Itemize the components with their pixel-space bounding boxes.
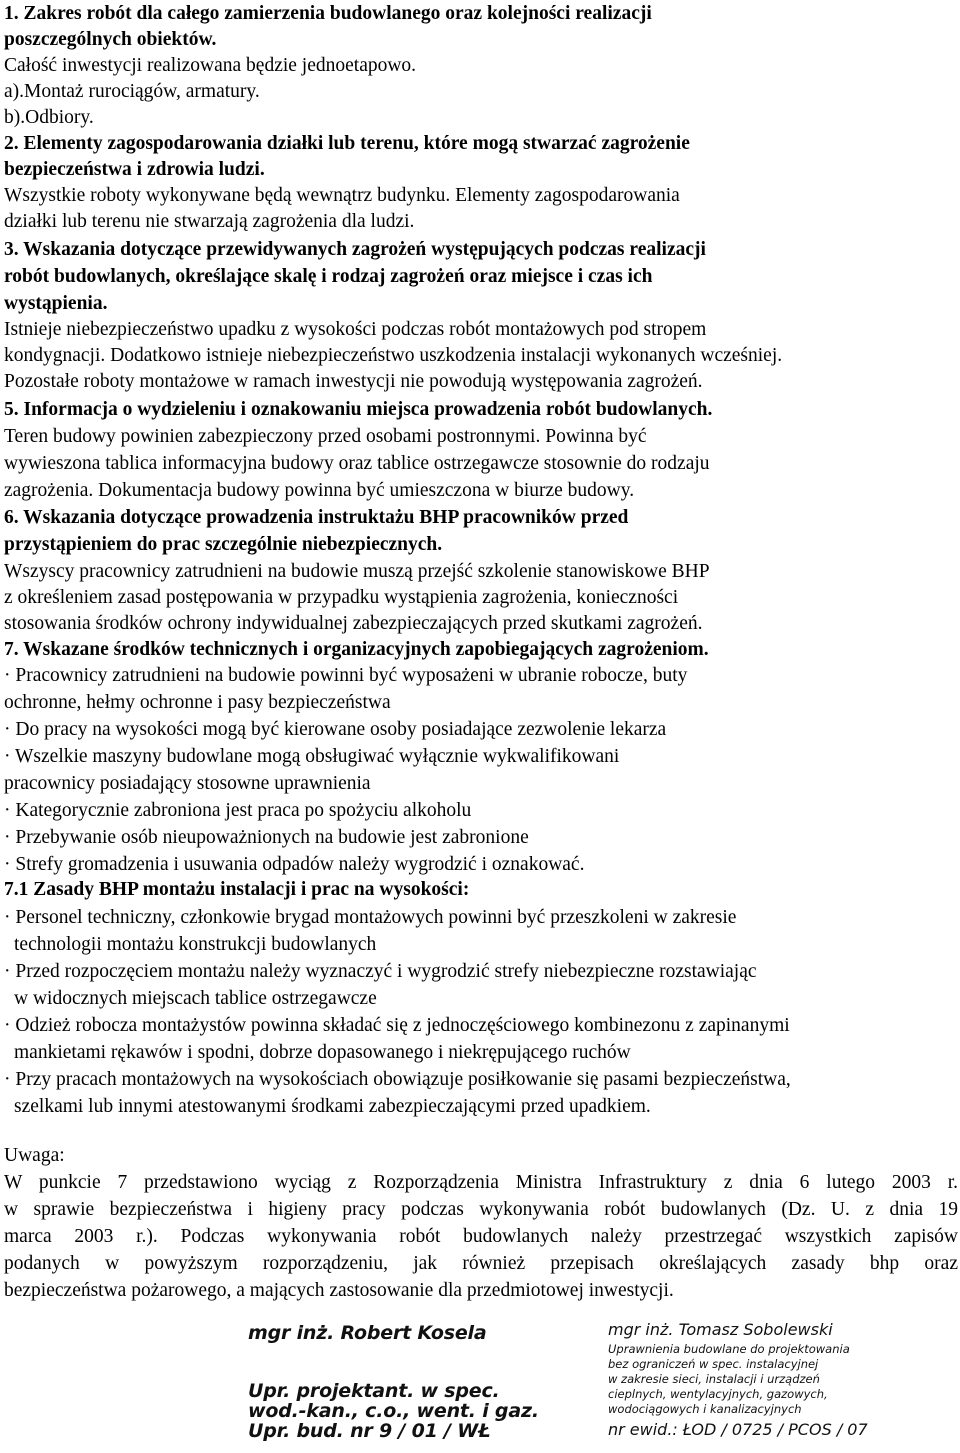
section3-heading-line1: 3. Wskazania dotyczące przewidywanych zagrożeń występujących podczas realizacji — [4, 239, 706, 260]
stamp-right-line3: bez ograniczeń w spec. instalacyjnej — [608, 1357, 819, 1371]
section71-bullet2-line2: w widocznych miejscach tablice ostrzegawcze — [14, 988, 377, 1009]
section71-bullet1-line2: technologii montażu konstrukcji budowlanych — [14, 934, 377, 955]
section7-bullet3-line2: pracownicy posiadający stosowne uprawnienia — [4, 773, 371, 794]
section7-heading: 7. Wskazane środków technicznych i organizacyjnych zapobiegających zagrożeniom. — [4, 639, 709, 660]
stamp-right-line7: nr ewid.: ŁOD / 0725 / PCOS / 07 — [608, 1420, 868, 1439]
section1-text-line1: Całość inwestycji realizowana będzie jednoetapowo. — [4, 55, 417, 76]
section5-heading: 5. Informacja o wydzieleniu i oznakowaniu miejsca prowadzenia robót budowlanych. — [4, 399, 713, 420]
note-line3: marca 2003 r.). Podczas wykonywania robót budowlanych należy przestrzegać wszystkich zapisów — [4, 1226, 958, 1247]
section3-text-line2: kondygnacji. Dodatkowo istnieje niebezpieczeństwo uszkodzenia instalacji wykonanych wcześniej. — [4, 345, 783, 366]
note-line2: w sprawie bezpieczeństwa i higieny pracy podczas wykonywania robót budowlanych (Dz. U. z dnia 19 — [4, 1199, 958, 1220]
stamp-left-line2: Upr. projektant. w spec. — [248, 1380, 500, 1402]
section71-bullet3-line2: mankietami rękawów i spodni, dobrze dopasowanego i niekrępującego ruchów — [14, 1042, 631, 1063]
section71-bullet2-line1: · Przed rozpoczęciem montażu należy wyznaczyć i wygrodzić strefy niebezpieczne rozstawiając — [4, 961, 757, 982]
section7-bullet4: · Kategorycznie zabroniona jest praca po spożyciu alkoholu — [4, 800, 472, 821]
section5-text-line2: wywieszona tablica informacyjna budowy oraz tablice ostrzegawcze stosownie do rodzaju — [4, 453, 710, 474]
signature-stamp-right — [608, 1320, 898, 1453]
section1-heading-line2: poszczególnych obiektów. — [4, 29, 217, 50]
section7-bullet1-line1: · Pracownicy zatrudnieni na budowie powinni być wyposażeni w ubranie robocze, buty — [4, 665, 688, 686]
note-line5: bezpieczeństwa pożarowego, a mających zastosowanie dla przedmiotowej inwestycji. — [4, 1280, 674, 1301]
section6-text-line2: z określeniem zasad postępowania w przypadku wystąpienia zagrożenia, konieczności — [4, 587, 679, 608]
section7-bullet1-line2: ochronne, hełmy ochronne i pasy bezpieczeństwa — [4, 692, 391, 713]
section3-text-line3: Pozostałe roboty montażowe w ramach inwestycji nie powodują występowania zagrożeń. — [4, 371, 703, 392]
section6-heading-line1: 6. Wskazania dotyczące prowadzenia instruktażu BHP pracowników przed — [4, 507, 629, 528]
section6-heading-line2: przystąpieniem do prac szczególnie niebezpiecznych. — [4, 534, 443, 555]
section5-text-line3: zagrożenia. Dokumentacja budowy powinna być umieszczona w biurze budowy. — [4, 480, 635, 501]
section3-heading-line2: robót budowlanych, określające skalę i rodzaj zagrożeń oraz miejsce i czas ich — [4, 266, 653, 287]
section2-text-line1: Wszystkie roboty wykonywane będą wewnątrz budynku. Elementy zagospodarowania — [4, 185, 680, 206]
section2-heading-line2: bezpieczeństwa i zdrowia ludzi. — [4, 159, 265, 180]
stamp-left-line3: wod.-kan., c.o., went. i gaz. — [248, 1400, 539, 1422]
section7-bullet5: · Przebywanie osób nieupoważnionych na budowie jest zabronione — [4, 827, 529, 848]
section71-bullet1-line1: · Personel techniczny, członkowie brygad montażowych powinni być przeszkoleni w zakresie — [4, 907, 737, 928]
section7-bullet6: · Strefy gromadzenia i usuwania odpadów należy wygrodzić i oznakować. — [4, 854, 585, 875]
signature-stamp-left — [248, 1322, 539, 1452]
section5-text-line1: Teren budowy powinien zabezpieczony przed osobami postronnymi. Powinna być — [4, 426, 647, 447]
stamp-right-name: mgr inż. Tomasz Sobolewski — [608, 1320, 833, 1339]
section71-bullet3-line1: · Odzież robocza montażystów powinna składać się z jednoczęściowego kombinezonu z zapinanymi — [4, 1015, 790, 1036]
section2-heading-line1: 2. Elementy zagospodarowania działki lub terenu, które mogą stwarzać zagrożenie — [4, 133, 690, 154]
section3-text-line1: Istnieje niebezpieczeństwo upadku z wysokości podczas robót montażowych pod stropem — [4, 319, 707, 340]
section71-bullet4-line2: szelkami lub innymi atestowanymi środkami zabezpieczającymi przed upadkiem. — [14, 1096, 651, 1117]
section1-text-line2: a).Montaż rurociągów, armatury. — [4, 81, 260, 102]
note-label: Uwaga: — [4, 1145, 65, 1166]
stamp-left-line4: Upr. bud. nr 9 / 01 / WŁ — [248, 1420, 491, 1442]
section1-heading-line1: 1. Zakres robót dla całego zamierzenia budowlanego oraz kolejności realizacji — [4, 3, 652, 24]
stamp-right-line5: cieplnych, wentylacyjnych, gazowych, — [608, 1387, 828, 1401]
stamp-right-line2: Uprawnienia budowlane do projektowania — [608, 1342, 850, 1356]
note-line4: podanych w powyższym rozporządzeniu, jak również przepisach określających zasady bhp oraz — [4, 1253, 958, 1274]
section7-bullet2: · Do pracy na wysokości mogą być kierowane osoby posiadające zezwolenie lekarza — [4, 719, 667, 740]
stamp-left-name: mgr inż. Robert Kosela — [248, 1322, 487, 1344]
section2-text-line2: działki lub terenu nie stwarzają zagrożenia dla ludzi. — [4, 211, 415, 232]
note-line1: W punkcie 7 przedstawiono wyciąg z Rozporządzenia Ministra Infrastruktury z dnia 6 lutego 2003 r. — [4, 1172, 958, 1193]
section7-bullet3-line1: · Wszelkie maszyny budowlane mogą obsługiwać wyłącznie wykwalifikowani — [4, 746, 620, 767]
stamp-right-line6: wodociągowych i kanalizacyjnych — [608, 1402, 802, 1416]
section71-heading: 7.1 Zasady BHP montażu instalacji i prac na wysokości: — [4, 879, 470, 900]
section3-heading-line3: wystąpienia. — [4, 293, 108, 314]
section6-text-line3: stosowania środków ochrony indywidualnej zabezpieczających przed skutkami zagrożeń. — [4, 613, 703, 634]
section1-text-line3: b).Odbiory. — [4, 107, 94, 128]
section6-text-line1: Wszyscy pracownicy zatrudnieni na budowie muszą przejść szkolenie stanowiskowe BHP — [4, 561, 710, 582]
section71-bullet4-line1: · Przy pracach montażowych na wysokościach obowiązuje posiłkowanie się pasami bezpieczeństwa, — [4, 1069, 791, 1090]
stamp-right-line4: w zakresie sieci, instalacji i urządzeń — [608, 1372, 820, 1386]
